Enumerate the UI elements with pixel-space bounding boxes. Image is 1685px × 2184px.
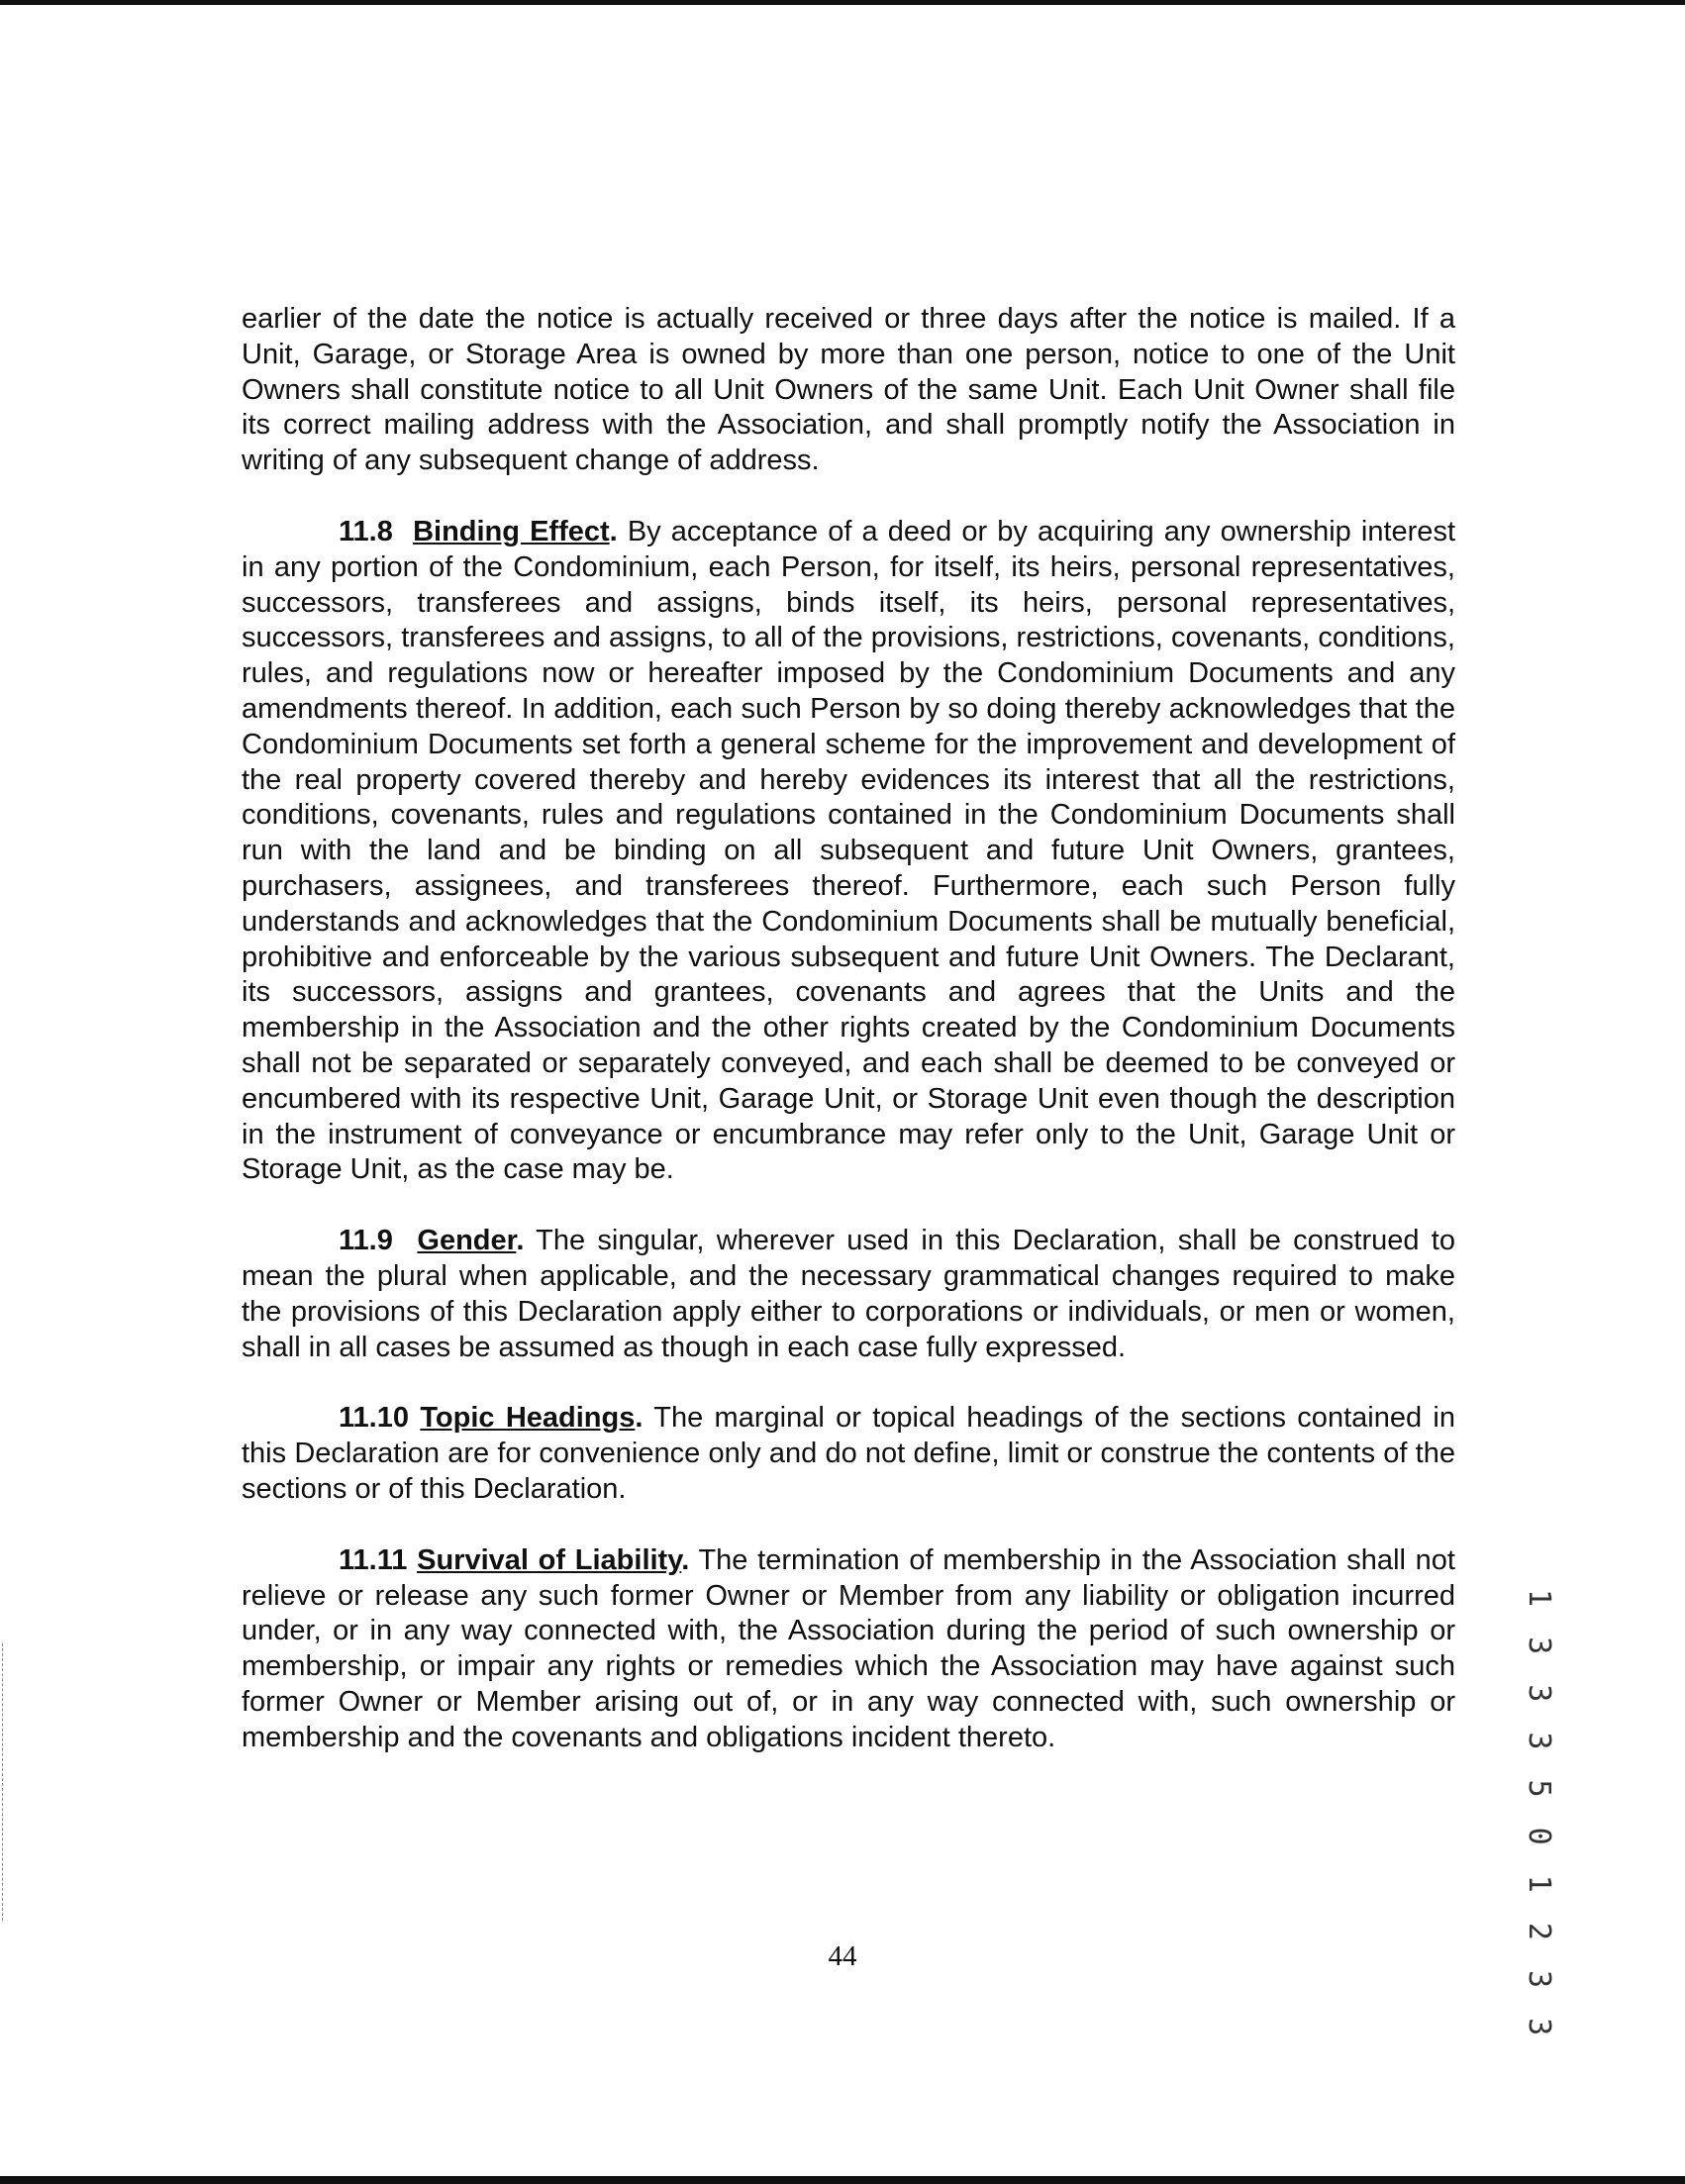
indent [242, 1402, 339, 1434]
section-11-9 [242, 1224, 1455, 1365]
section-title: Binding Effect [413, 515, 610, 547]
section-11-11 [242, 1543, 1455, 1756]
title-period: . [609, 515, 618, 547]
scan-top-edge [0, 0, 1685, 5]
indent [242, 1225, 339, 1256]
section-text: By acceptance of a deed or by acquiring any ownership interest in any portion of the Condominium, each Person, for itself, its heirs, personal representatives, successors, transferees and assigns, binds itself, its heirs, personal representatives, successors, transferees and assigns, to all of the provisions, restrictions, covenants, conditions, rules, and regulations now or hereafter imposed by the Condominium Documents and any amendments thereof. In addition, each such Person by so doing thereby acknowledges that the Condominium Documents set forth a general scheme for the improvement and development of the real property covered thereby and hereby evidences its interest that all the restrictions, conditions, covenants, rules and regulations contained in the Condominium Documents shall run with the land and be binding on all subsequent and future Unit Owners, grantees, purchasers, assignees, and transferees thereof. Furthermore, each such Person fully understands and acknowledges that the Condominium Documents shall be mutually beneficial, prohibitive and enforceable by the various subsequent and future Unit Owners. The Declarant, its successors, assigns and grantees, covenants and agrees that the Units and the membership in the Association and the other rights created by the Condominium Documents shall not be separated or separately conveyed, and each shall be deemed to be conveyed or encumbered with its respective Unit, Garage Unit, or Storage Unit even though the description in the instrument of conveyance or encumbrance may refer only to the Unit, Garage Unit or Storage Unit, as the case may be. [242, 515, 1455, 1186]
margin-recording-stamp: 1 3 3 3 5 0 1 2 3 3 [1522, 1589, 1556, 2042]
title-period: . [516, 1225, 525, 1257]
indent [242, 516, 339, 547]
scan-bottom-edge [0, 2176, 1685, 2184]
title-period: . [681, 1543, 690, 1576]
indent [242, 1544, 339, 1576]
section-number: 11.9 [339, 1225, 393, 1257]
page-number: 44 [828, 1940, 857, 1972]
continuation-paragraph: earlier of the date the notice is actually received or three days after the notice is mailed. If a Unit, Garage, or Storage Area is owned by more than one person, notice to one of the Unit Owners shall constitute notice to all Unit Owners of the same Unit. Each Unit Owner shall file its correct mailing address with the Association, and shall promptly notify the Association in writing of any subsequent change of address. [242, 303, 1455, 477]
section-number: 11.11 [339, 1543, 408, 1576]
section-text: The singular, wherever used in this Declaration, shall be construed to mean the plural when applicable, and the necessary grammatical changes required to make the provisions of this Declaration apply either to corporations or individuals, or men or women, shall in all cases be assumed as though in each case fully expressed. [242, 1225, 1455, 1363]
section-11-8 [242, 515, 1455, 1188]
section-title: Topic Headings [420, 1402, 636, 1435]
section-number: 11.10 [339, 1402, 409, 1435]
section-title: Survival of Liability [417, 1543, 682, 1576]
scan-left-mark [2, 1643, 4, 1921]
section-text: The marginal or topical headings of the sections contained in this Declaration are for convenience only and do not define, limit or construe the contents of the sections or of this Declaration. [242, 1402, 1455, 1505]
section-number: 11.8 [339, 515, 393, 547]
section-text: The termination of membership in the Association shall not relieve or release any such former Owner or Member from any liability or obligation incurred under, or in any way connected with, the Association during the period of such ownership or membership, or impair any rights or remedies which the Association may have against such former Owner or Member arising out of, or in any way connected with, such ownership or membership and the covenants and obligations incident thereto. [242, 1543, 1455, 1753]
section-11-10 [242, 1401, 1455, 1507]
section-title: Gender [417, 1225, 517, 1257]
title-period: . [635, 1402, 644, 1435]
document-body [242, 302, 1455, 1791]
